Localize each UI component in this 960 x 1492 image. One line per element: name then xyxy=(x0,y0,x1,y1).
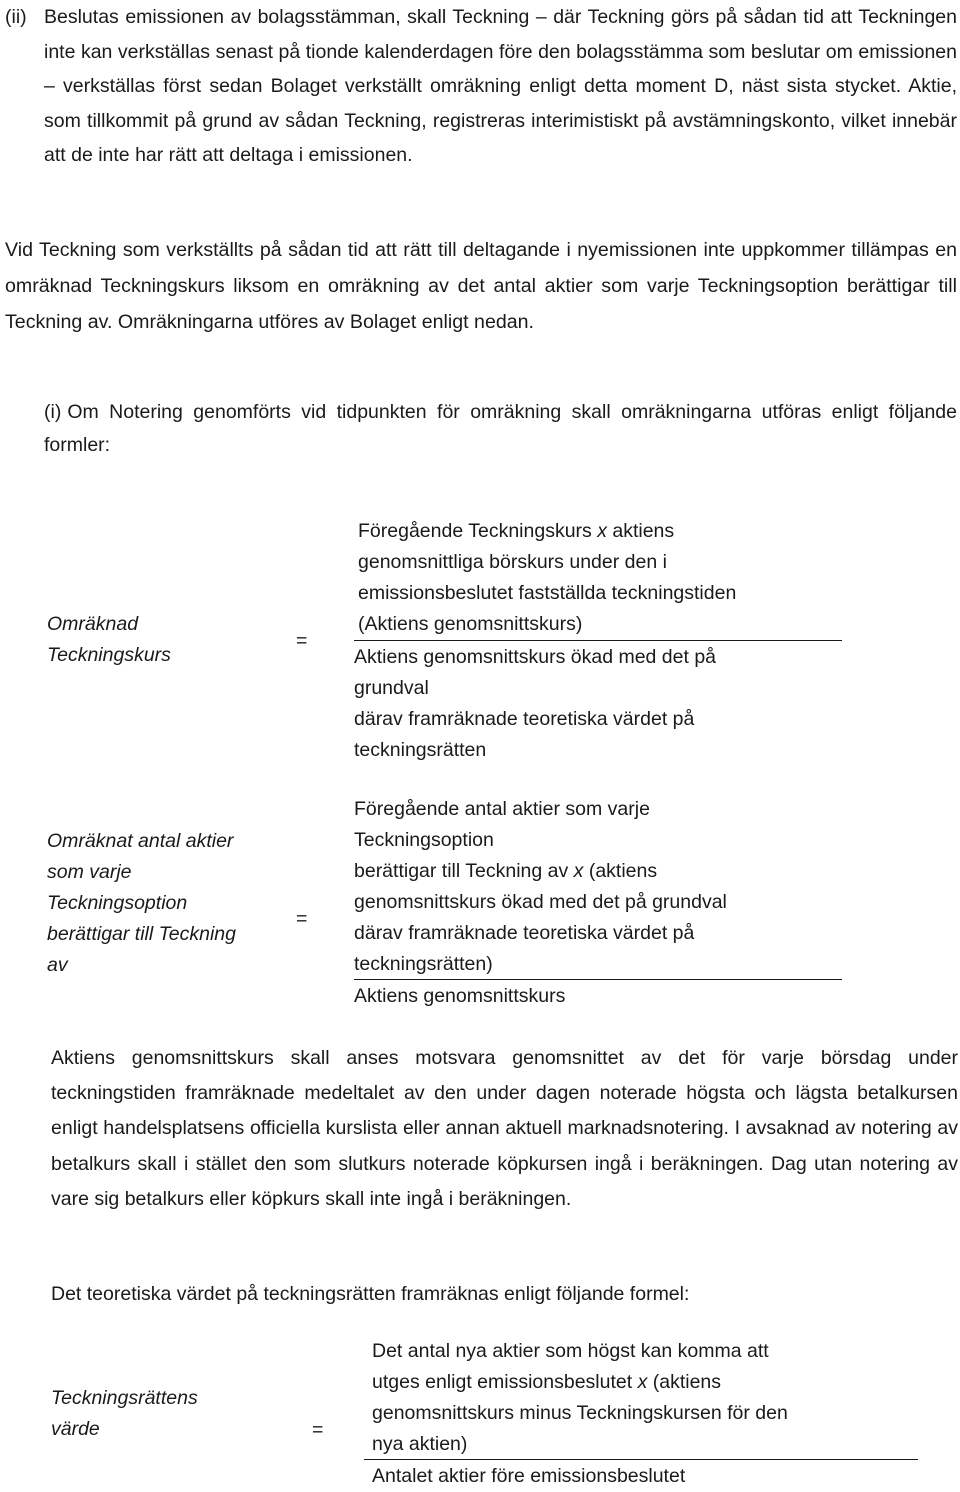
formula-left-term xyxy=(47,609,171,671)
formula-denominator xyxy=(354,642,716,766)
formula-left-line: Omräknad xyxy=(47,613,139,635)
formula-left-line: Teckningskurs xyxy=(47,644,171,666)
formula-line: utges enligt emissionsbeslutet x (aktiens xyxy=(372,1371,722,1393)
formula-line: genomsnittskurs minus Teckningskursen för den xyxy=(372,1402,788,1424)
formula-line: berättigar till Teckning av x (aktiens xyxy=(354,860,658,882)
paragraph-text: Om Notering genomförts vid tidpunkten för omräkning skall omräkningarna utföras enligt följande formler: xyxy=(44,401,957,456)
paragraph-text: Beslutas emissionen av bolagsstämman, skall Teckning – där Teckning görs på sådan tid att Teckningen inte kan verkställas senast på tionde kalenderdagen före den bolagsstämma som beslutar om emissionen – verkställas först sedan Bolaget verkställt omräkning enligt detta moment D, näst sista stycket. Aktie, som tillkommit på grund av sådan Teckning, registreras interimistiskt på avstämningskonto, vilket innebär att de inte har rätt att deltaga i emissionen. xyxy=(44,6,957,167)
paragraph-vid-teckning: Vid Teckning som verkställts på sådan tid att rätt till deltagande i nyemissionen inte uppkommer tillämpas en omräknad Teckningskurs liksom en omräkning av det antal aktier som varje Teckningsoption berättigar till Teckning av. Omräkningarna utföres av Bolaget enligt nedan. xyxy=(5,239,957,333)
formula-line: Föregående Teckningskurs x aktiens xyxy=(358,520,675,542)
formula-left-term xyxy=(51,1383,198,1445)
formula-left-line: Teckningsrättens xyxy=(51,1387,198,1409)
formula-denominator: Aktiens genomsnittskurs xyxy=(354,985,566,1007)
paragraph-teoretiska-vardet: Det teoretiska värdet på teckningsrätten framräknas enligt följande formel: xyxy=(51,1283,690,1305)
fraction-bar xyxy=(354,979,842,980)
formula-line: grundval xyxy=(354,677,429,699)
formula-numerator xyxy=(372,1336,788,1460)
paragraph-i xyxy=(44,396,957,462)
formula-line: Det antal nya aktier som högst kan komma att xyxy=(372,1340,769,1362)
formula-line: därav framräknade teoretiska värdet på xyxy=(354,922,695,944)
paragraph-ii xyxy=(5,0,957,173)
formula-line: teckningsrätten) xyxy=(354,953,493,975)
formula-left-line: Teckningsoption xyxy=(47,892,188,914)
formula-numerator xyxy=(358,516,736,640)
formula-left-line: berättigar till Teckning xyxy=(47,923,236,945)
equals-sign: = xyxy=(296,908,308,930)
fraction-bar xyxy=(364,1459,918,1460)
formula-left-line: Omräknat antal aktier xyxy=(47,830,234,852)
formula-line: därav framräknade teoretiska värdet på xyxy=(354,708,695,730)
formula-line: Teckningsoption xyxy=(354,829,494,851)
equals-sign: = xyxy=(296,630,308,652)
formula-left-line: värde xyxy=(51,1418,100,1440)
equals-sign: = xyxy=(312,1419,324,1441)
formula-line: genomsnittliga börskurs under den i xyxy=(358,551,667,573)
formula-left-term xyxy=(47,826,236,981)
formula-left-line: av xyxy=(47,954,68,976)
paragraph-label: (ii) xyxy=(5,6,27,28)
fraction-bar xyxy=(354,640,842,641)
formula-line: nya aktien) xyxy=(372,1433,468,1455)
formula-line: Aktiens genomsnittskurs ökad med det på xyxy=(354,646,717,668)
formula-line: teckningsrätten xyxy=(354,739,487,761)
formula-line: Föregående antal aktier som varje xyxy=(354,798,650,820)
formula-left-line: som varje xyxy=(47,861,132,883)
paragraph-label: (i) xyxy=(44,401,62,423)
formula-line: genomsnittskurs ökad med det på grundval xyxy=(354,891,727,913)
formula-denominator: Antalet aktier före emissionsbeslutet xyxy=(372,1465,686,1487)
formula-line: emissionsbeslutet fastställda teckningstiden xyxy=(358,582,737,604)
formula-line: (Aktiens genomsnittskurs) xyxy=(358,613,583,635)
paragraph-genomsnittskurs: Aktiens genomsnittskurs skall anses motsvara genomsnittet av det för varje börsdag under teckningstiden framräknade medeltalet av den under dagen noterade högsta och lägsta betalkursen enligt handelsplatsens officiella kurslista eller annan aktuell marknadsnotering. I avsaknad av notering av betalkurs skall i stället den som slutkurs noterade köpkursen ingå i beräkningen. Dag utan notering av vare sig betalkurs eller köpkurs skall inte ingå i beräkningen. xyxy=(51,1047,958,1210)
formula-numerator xyxy=(354,794,727,980)
